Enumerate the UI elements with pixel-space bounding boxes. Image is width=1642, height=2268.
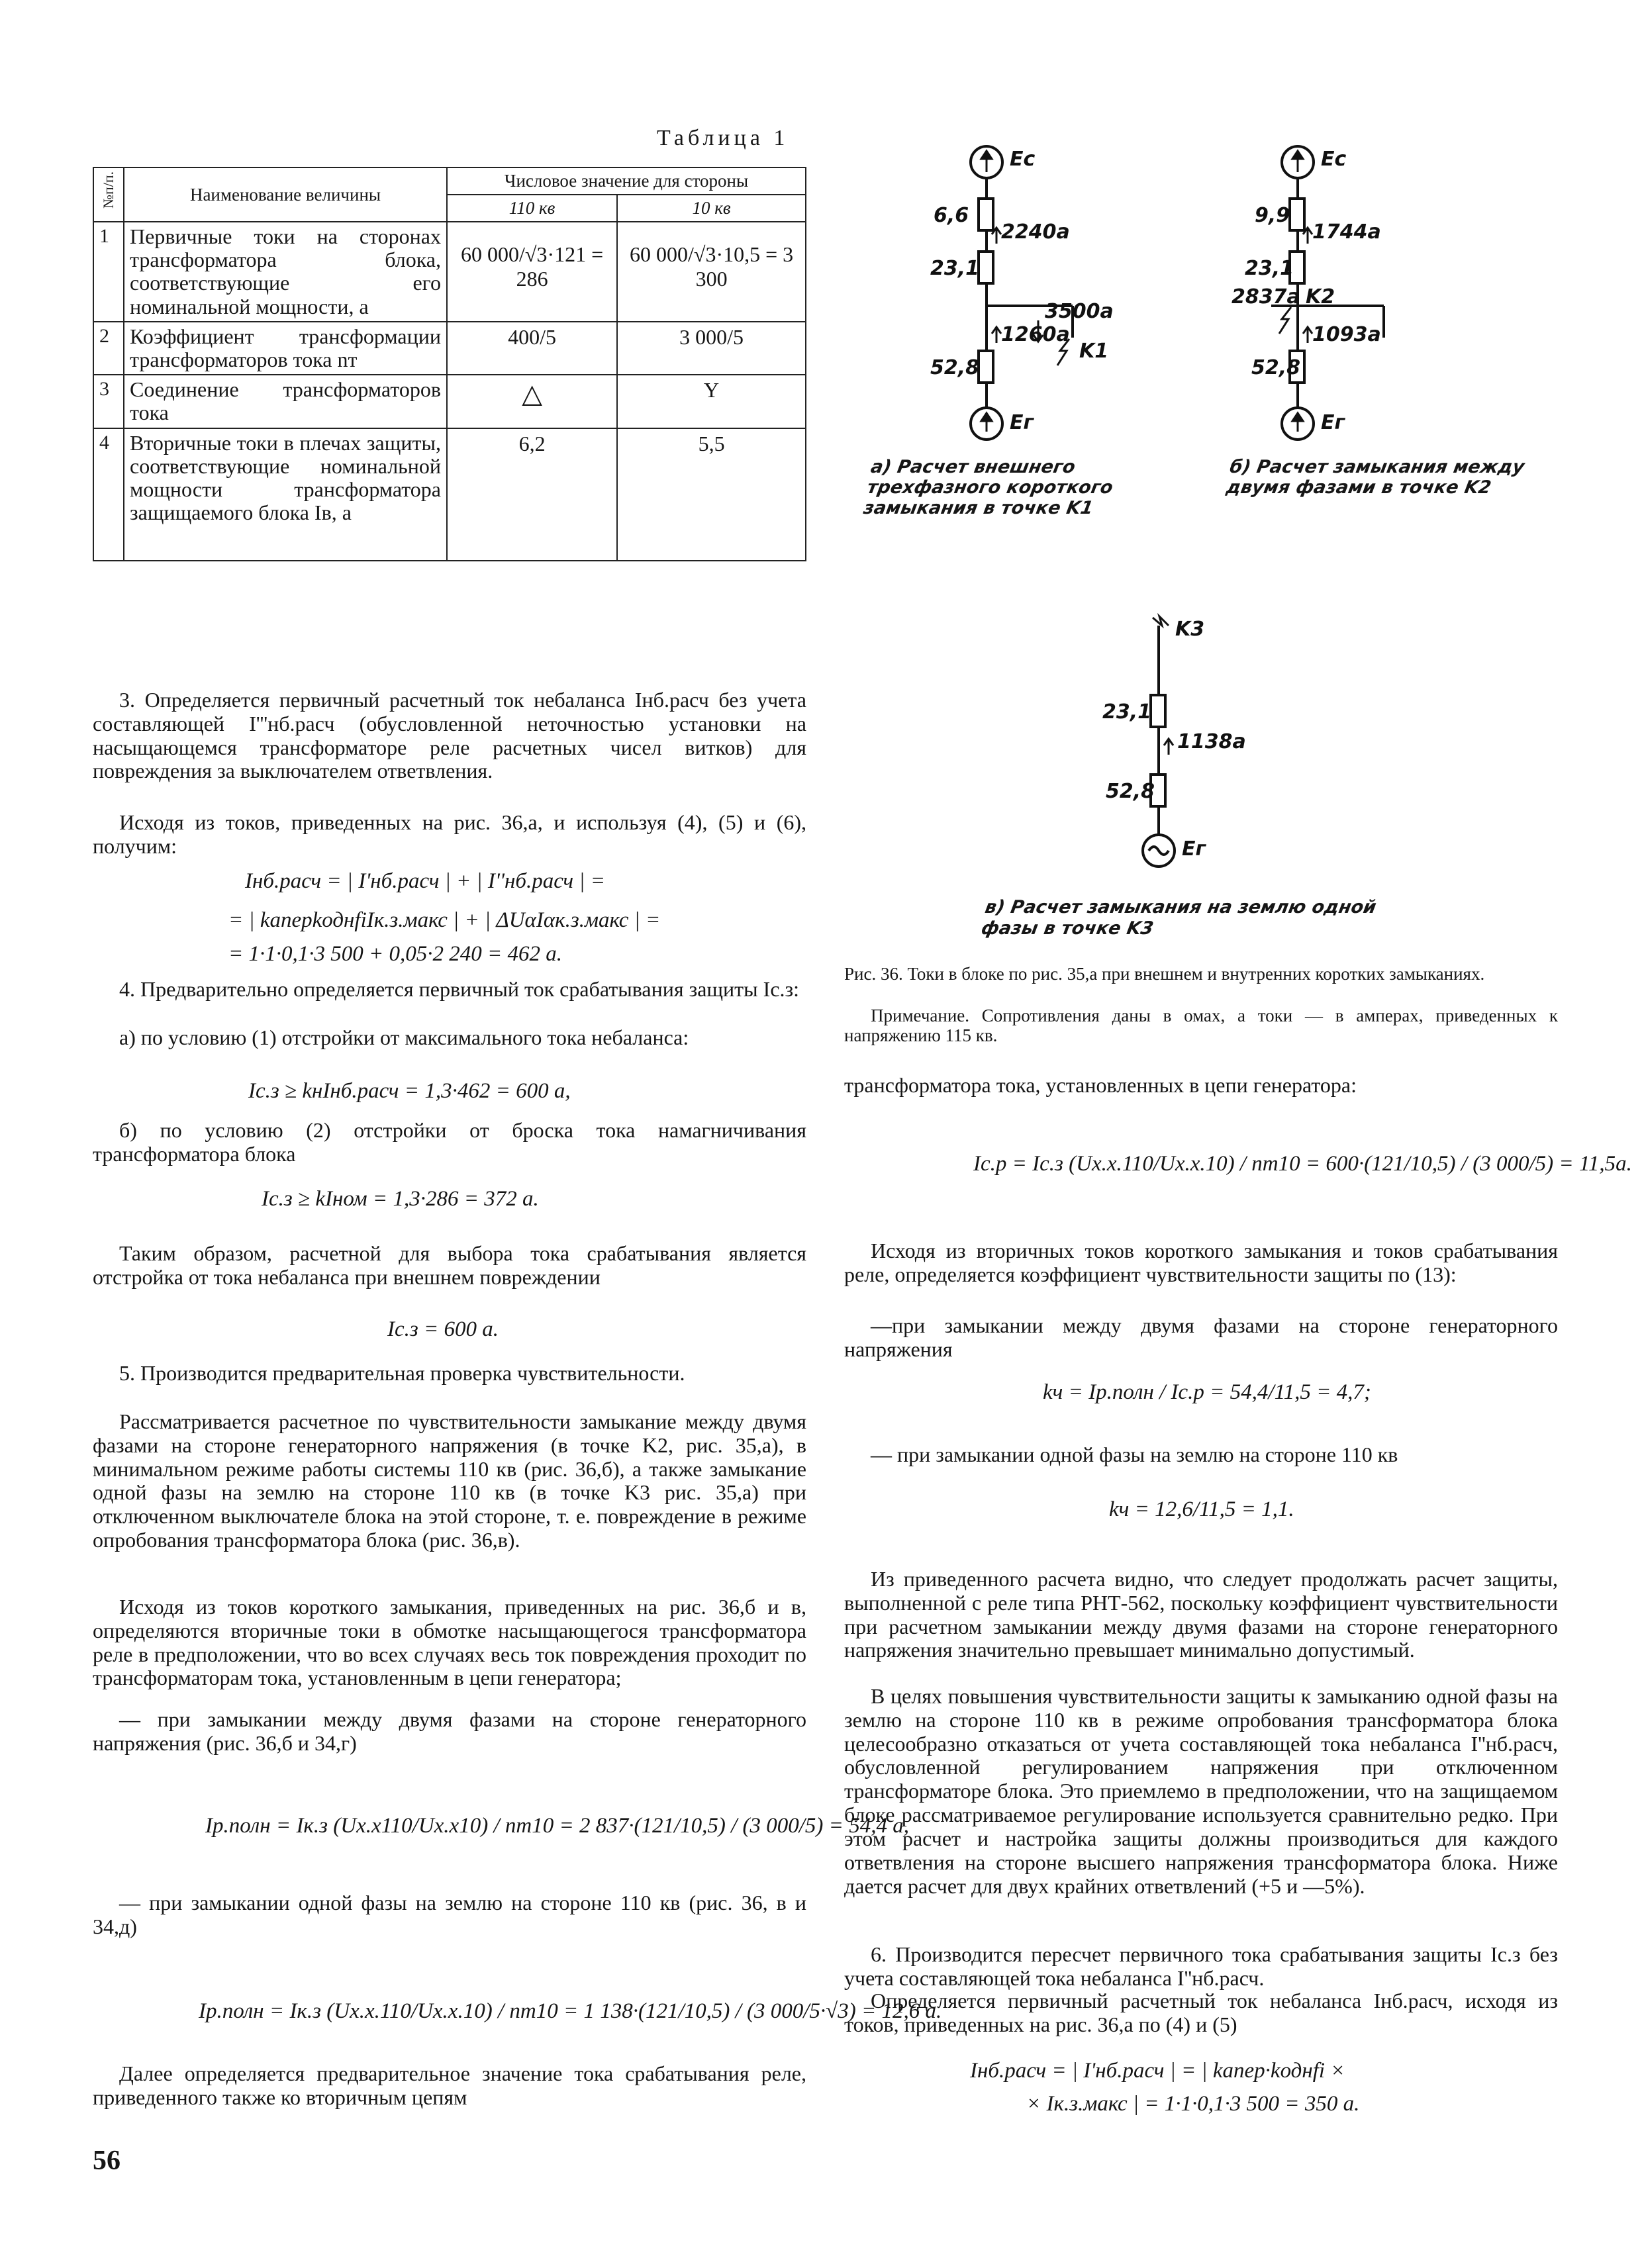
table-row — [93, 222, 806, 322]
label-b-i1: 1744а — [1312, 220, 1381, 244]
paragraph-r9: 6. Производится пересчет первичного тока срабатывания защиты Iс.з без учета составляющей тока небаланса I''нб.расч. — [844, 1942, 1558, 1990]
paragraph-4b: б) по условию (2) отстройки от броска тока намагничивания трансформатора блока — [93, 1118, 806, 1166]
caption-a: а) Расчет внешнего трехфазного короткого замыкания в точке K1 — [861, 457, 1115, 519]
label-a-eg: Eг — [1010, 411, 1034, 434]
row-name: Коэффициент трансформации трансформаторов тока nт — [124, 322, 447, 375]
row-value-110: 60 000/√3·121 = 286 — [447, 222, 617, 322]
formula-1a: Iнб.расч = | I'нб.расч | + | I''нб.расч | = — [245, 869, 606, 893]
row-num: 4 — [93, 428, 124, 561]
label-c-eg: Eг — [1182, 837, 1206, 861]
formula-10b: × Iк.з.макс | = 1·1·0,1·3 500 = 350 а. — [1026, 2092, 1360, 2116]
paragraph-r9a: Определяется первичный расчетный ток небаланса Iнб.расч, исходя из токов, приведенных на рис. 36,а по (4) и (5) — [844, 1989, 1558, 2036]
formula-6: Iр.полн = Iк.з (Uх.х.110/Uх.х.10) / nт10 = 1 138·(121/10,5) / (3 000/5·√3) = 12,6 а. — [199, 1999, 942, 2023]
formula-10a: Iнб.расч = | I'нб.расч | = | kапер·kоднfi × — [970, 2059, 1345, 2083]
page-number: 56 — [93, 2146, 121, 2176]
formula-8: kч = Iр.полн / Iс.р = 54,4/11,5 = 4,7; — [1043, 1380, 1371, 1404]
paragraph-3: 3. Определяется первичный расчетный ток небаланса Iнб.расч без учета составляющей I'''нб.расч (обусловленной неточностью установки на насыщающемся трансформаторе реле расчетных чисел витков) для повреждения за выключателем ответвления. — [93, 688, 806, 783]
row-name: Вторичные токи в плечах защиты, соответствующие номинальной мощности трансформатора защищаемого блока Iв, а — [124, 428, 447, 561]
paragraph-r6b: — при замыкании одной фазы на землю на стороне 110 кв — [871, 1442, 1398, 1466]
label-a-i1: 2240а — [1001, 220, 1070, 244]
label-c-k: K3 — [1175, 618, 1205, 641]
paragraph-r-top: трансформатора тока, установленных в цепи генератора: — [844, 1073, 1357, 1097]
col-name-header: Наименование величины — [124, 167, 447, 222]
row-value-110: △ — [447, 375, 617, 428]
row-value-10: Y — [617, 375, 806, 428]
col-num-header: №п/п. — [100, 171, 117, 209]
row-name: Соединение трансформаторов тока — [124, 375, 447, 428]
figure-caption: Рис. 36. Токи в блоке по рис. 35,а при внешнем и внутренних коротких замыканиях. — [844, 964, 1485, 984]
label-b-ec: Ec — [1321, 148, 1347, 171]
caption-c: в) Расчет замыкания на землю одной фазы в точке K3 — [979, 897, 1378, 939]
paragraph-5a: Рассматривается расчетное по чувствительности замыкание между двумя фазами на стороне генераторного напряжения (в точке K2, рис. 35,а), в минимальном режиме работы системы 110 кв (рис. 36,б), а также замыкание одной фазы на землю на стороне 110 кв (в точке K3 рис. 35,а) при отключенном выключателе блока на этой стороне, т. е. повреждение в режиме опробования трансформатора блока (рис. 36,в). — [93, 1409, 806, 1552]
formula-4: Iс.з = 600 а. — [387, 1317, 499, 1341]
paragraph-4a: а) по условию (1) отстройки от максимального тока небаланса: — [119, 1025, 689, 1049]
label-a-i2: 3500а — [1045, 300, 1114, 323]
row-name: Первичные токи на сторонах трансформатора блока, соответствующие его номинальной мощности, а — [124, 222, 447, 322]
label-a-ec: Ec — [1010, 148, 1036, 171]
paragraph-r7: Из приведенного расчета видно, что следует продолжать расчет защиты, выполненной с реле типа РНТ-562, поскольку коэффициент чувствительности при расчетном замыкании между двумя фазами на стороне генераторного напряжения значительно превышает минимально допустимый. — [844, 1567, 1558, 1662]
row-value-10: 5,5 — [617, 428, 806, 561]
table-caption: Таблица 1 — [657, 126, 789, 150]
table-row — [93, 375, 806, 428]
formula-3: Iс.з ≥ kIном = 1,3·286 = 372 а. — [262, 1187, 539, 1211]
row-value-10: 3 000/5 — [617, 322, 806, 375]
label-b-r3: 52,8 — [1251, 356, 1301, 379]
formula-5: Iр.полн = Iк.з (Uх.х110/Uх.х10) / nт10 = 2 837·(121/10,5) / (3 000/5) = 54,4 а, — [205, 1814, 909, 1838]
row-num: 3 — [93, 375, 124, 428]
paragraph-5c: — при замыкании между двумя фазами на стороне генераторного напряжения (рис. 36,б и 34,г) — [93, 1707, 806, 1755]
formula-7: Iс.р = Iс.з (Uх.х.110/Uх.х.10) / nт10 = 600·(121/10,5) / (3 000/5) = 11,5а. — [973, 1152, 1632, 1176]
paragraph-4c: Таким образом, расчетной для выбора тока срабатывания является отстройка от тока небаланса при внешнем повреждении — [93, 1241, 806, 1289]
paragraph-r6: Исходя из вторичных токов короткого замыкания и токов срабатывания реле, определяется коэффициент чувствительности защиты по (13): — [844, 1239, 1558, 1286]
col-110-header: 110 кв — [447, 195, 617, 222]
paragraph-5: 5. Производится предварительная проверка чувствительности. — [119, 1361, 685, 1385]
paragraph-5d: — при замыкании одной фазы на землю на стороне 110 кв (рис. 36, в и 34,д) — [93, 1891, 806, 1938]
label-b-r2: 23,1 — [1245, 257, 1294, 280]
paragraph-5e: Далее определяется предварительное значение тока срабатывания реле, приведенного также ко вторичным цепям — [93, 2061, 806, 2109]
col-10-header: 10 кв — [617, 195, 806, 222]
label-a-r2: 23,1 — [930, 257, 980, 280]
formula-1b: = | kаперkоднfiIк.з.макс | + | ΔUαIαк.з.макс | = — [228, 908, 661, 932]
label-b-k: K2 — [1306, 285, 1335, 308]
label-c-r3: 52,8 — [1106, 780, 1155, 803]
label-b-i2: 2837а — [1232, 285, 1300, 308]
formula-9: kч = 12,6/11,5 = 1,1. — [1109, 1497, 1294, 1521]
label-a-i3: 1260а — [1001, 323, 1070, 346]
row-value-10: 60 000/√3·10,5 = 3 300 — [617, 222, 806, 322]
paragraph-r6a: —при замыкании между двумя фазами на стороне генераторного напряжения — [844, 1313, 1558, 1361]
paragraph-5b: Исходя из токов короткого замыкания, приведенных на рис. 36,б и в, определяются вторичные токи в обмотке насыщающегося трансформатора реле в предположении, что во всех случаях весь ток повреждения проходит по трансформаторам тока, установленным в цепи генератора; — [93, 1595, 806, 1690]
caption-b: б) Расчет замыкания между двумя фазами в точке K2 — [1224, 457, 1526, 498]
figure-note: Примечание. Сопротивления даны в омах, а токи — в амперах, приведенных к напряжению 115 кв. — [844, 1006, 1558, 1045]
row-value-110: 6,2 — [447, 428, 617, 561]
row-num: 2 — [93, 322, 124, 375]
paragraph-3b: Исходя из токов, приведенных на рис. 36,а, и используя (4), (5) и (6), получим: — [93, 810, 806, 858]
paragraph-r8: В целях повышения чувствительности защиты к замыканию одной фазы на землю на стороне 110 кв в режиме опробования трансформатора блока целесообразно отказаться от учета составляющей тока небаланса I''нб.расч, обусловленной регулированием напряжения при отключенном трансформаторе блока. Это приемлемо в предположении, что на защищаемом блоке рассматриваемое регулирование используется сравнительно редко. При этом расчет и настройка защиты должны производиться для каждого ответвления на стороне высшего напряжения трансформатора блока. Ниже дается расчет для двух крайних ответвлений (+5 и —5%). — [844, 1684, 1558, 1898]
label-c-i1: 1138а — [1177, 730, 1246, 753]
figure-36-diagrams — [828, 132, 1589, 960]
label-a-k: K1 — [1079, 340, 1109, 363]
label-a-r1: 6,6 — [934, 204, 969, 227]
table-row — [93, 322, 806, 375]
label-b-eg: Eг — [1321, 411, 1345, 434]
paragraph-4: 4. Предварительно определяется первичный ток срабатывания защиты Iс.з: — [119, 977, 800, 1001]
row-value-110: 400/5 — [447, 322, 617, 375]
label-c-r2: 23,1 — [1102, 700, 1152, 724]
row-num: 1 — [93, 222, 124, 322]
col-group-header: Числовое значение для стороны — [447, 167, 806, 195]
label-b-r1: 9,9 — [1255, 204, 1290, 227]
label-a-r3: 52,8 — [930, 356, 980, 379]
formula-1c: = 1·1·0,1·3 500 + 0,05·2 240 = 462 а. — [228, 942, 563, 966]
label-b-i3: 1093а — [1312, 323, 1381, 346]
table-row — [93, 428, 806, 561]
formula-2: Iс.з ≥ kнIнб.расч = 1,3·462 = 600 а, — [248, 1079, 571, 1103]
data-table — [93, 167, 806, 561]
